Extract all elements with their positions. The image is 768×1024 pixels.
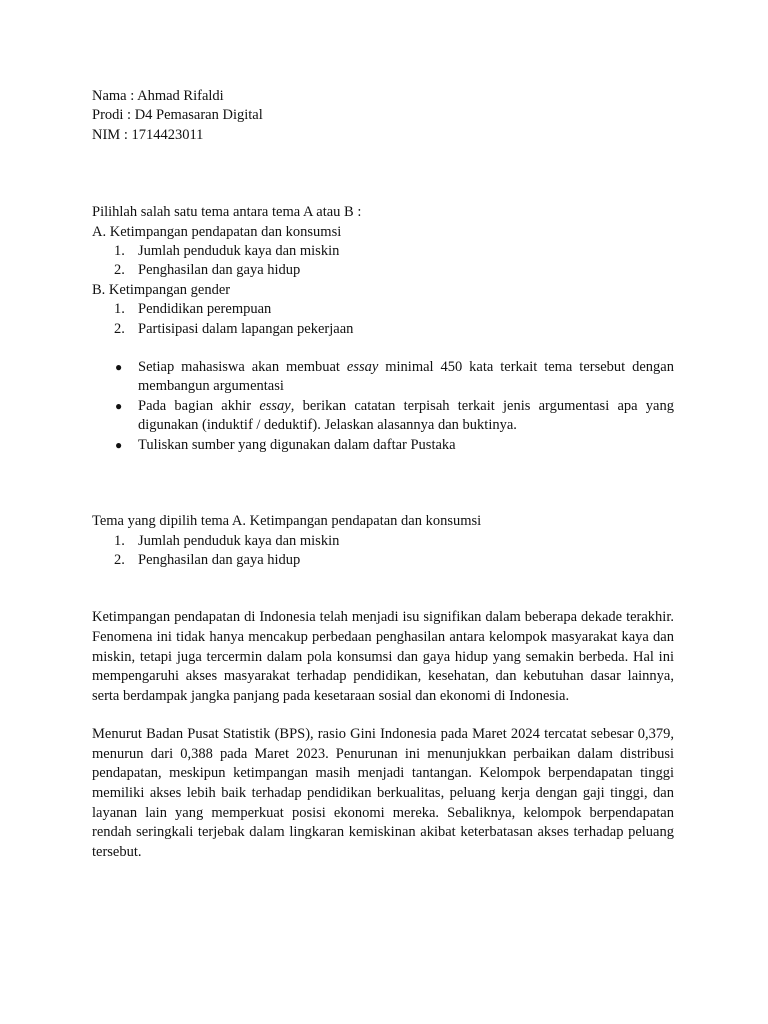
chosen-theme-title: Tema yang dipilih tema A. Ketimpangan pendapatan dan konsumsi <box>92 513 482 530</box>
student-program: Prodi : D4 Pemasaran Digital <box>92 107 263 124</box>
document-page <box>92 87 674 862</box>
list-item: ● Tuliskan sumber yang digunakan dalam daftar Pustaka <box>92 436 674 455</box>
list-item: 2. Partisipasi dalam lapangan pekerjaan <box>114 320 354 337</box>
theme-a-title: A. Ketimpangan pendapatan dan konsumsi <box>92 223 342 240</box>
chosen-theme-list <box>92 532 674 571</box>
list-item: 1. Jumlah penduduk kaya dan miskin <box>114 243 340 260</box>
list-item: ● Setiap mahasiswa akan membuat essay minimal 450 kata terkait tema tersebut dengan membangun argumentasi <box>115 359 674 395</box>
essay-body <box>92 608 674 862</box>
bullet-icon: ● <box>115 360 123 375</box>
list-item: 2. Penghasilan dan gaya hidup <box>114 551 301 568</box>
instructions-intro: Pilihlah salah satu tema antara tema A atau B : <box>92 204 362 221</box>
essay-paragraph-1: Ketimpangan pendapatan di Indonesia telah menjadi isu signifikan dalam beberapa dekade terakhir. Fenomena ini tidak hanya mencakup perbedaan penghasilan antara kelompok masyarakat kaya dan miskin, tetapi juga tercermin dalam pola konsumsi dan gaya hidup yang semakin berbeda. Hal ini mempengaruhi akses masyarakat terhadap pendidikan, kesehatan, dan kebutuhan dasar lainnya, serta berdampak jangka panjang pada kesetaraan sosial dan ekonomi di Indonesia. <box>92 609 674 704</box>
theme-b-title: B. Ketimpangan gender <box>92 281 231 298</box>
theme-a-list <box>92 242 674 281</box>
list-item: 1. Jumlah penduduk kaya dan miskin <box>114 532 340 549</box>
list-item: 2. Penghasilan dan gaya hidup <box>114 262 301 279</box>
essay-paragraph-2: Menurut Badan Pusat Statistik (BPS), rasio Gini Indonesia pada Maret 2024 tercatat sebesar 0,379, menurun dari 0,388 pada Maret 2023. Penurunan ini menunjukkan perbaikan dalam distribusi pendapatan, meskipun ketimpangan masih menjadi tantangan. Kelompok berpendapatan tinggi memiliki akses lebih baik terhadap pendidikan berkualitas, peluang kerja dengan gaji tinggi, dan layanan lain yang memperkuat posisi ekonomi mereka. Sebaliknya, kelompok berpendapatan rendah seringkali terjebak dalam lingkaran kemiskinan akibat keterbatasan akses terhadap peluang tersebut. <box>92 726 674 860</box>
student-header <box>92 87 674 145</box>
instruction-bullets <box>92 358 674 455</box>
assignment-instructions <box>92 203 674 455</box>
student-id: NIM : 1714423011 <box>92 126 204 143</box>
list-item: ● Pada bagian akhir essay, berikan catatan terpisah terkait jenis argumentasi apa yang digunakan (induktif / deduktif). Jelaskan alasannya dan buktinya. <box>115 397 674 434</box>
list-item: 1. Pendidikan perempuan <box>114 301 272 318</box>
chosen-theme <box>92 512 674 570</box>
theme-b-list <box>92 300 674 339</box>
bullet-icon: ● <box>115 437 123 452</box>
bullet-icon: ● <box>115 398 123 413</box>
student-name: Nama : Ahmad Rifaldi <box>92 88 224 104</box>
